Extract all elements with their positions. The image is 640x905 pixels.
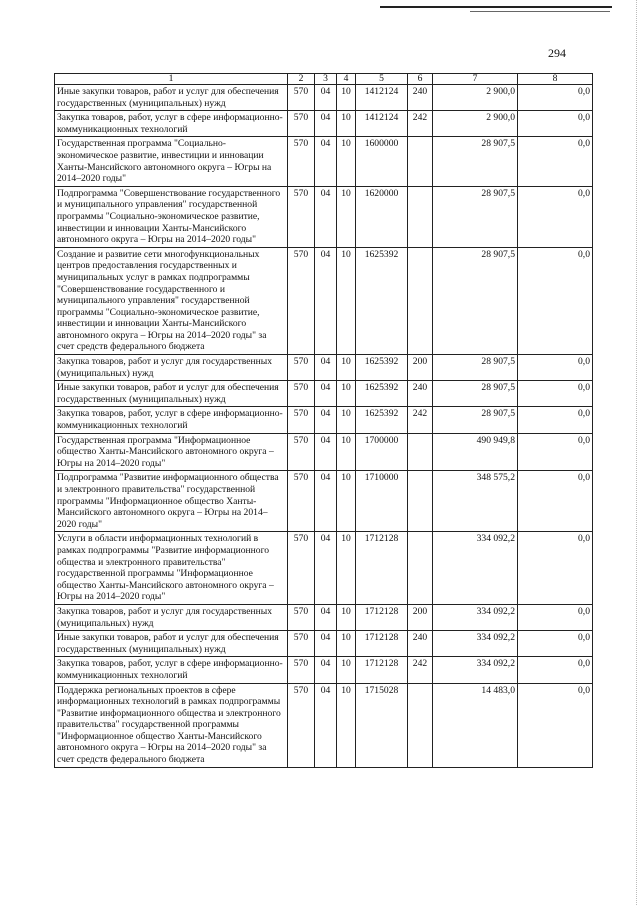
target-article-code: 1412124	[356, 85, 408, 111]
subsection-code: 10	[337, 657, 356, 683]
row-name: Иные закупки товаров, работ и услуг для обеспечения государственных (муниципальных) нужд	[55, 381, 288, 407]
gl-admin-code: 570	[288, 381, 315, 407]
row-name: Иные закупки товаров, работ и услуг для обеспечения государственных (муниципальных) нужд	[55, 631, 288, 657]
expense-type-code: 242	[408, 111, 433, 137]
gl-admin-code: 570	[288, 631, 315, 657]
subsection-code: 10	[337, 407, 356, 433]
subsection-code: 10	[337, 471, 356, 532]
federal-amount-value: 0,0	[518, 85, 593, 111]
federal-amount-value: 0,0	[518, 532, 593, 605]
row-name: Поддержка региональных проектов в сфере информационных технологий в рамках подпрограммы "Развитие информационного общества и электронного правительства" государственной программы "Информационное общество Ханты-Мансийского автономного округа – Югры на 2014–2020 годы" за счет средств федерального бюджета	[55, 683, 288, 767]
expense-type-code	[408, 532, 433, 605]
federal-amount-value: 0,0	[518, 433, 593, 471]
target-article-code: 1600000	[356, 137, 408, 186]
amount-value: 28 907,5	[433, 247, 518, 354]
expense-type-code: 200	[408, 355, 433, 381]
target-article-code: 1710000	[356, 471, 408, 532]
row-name: Закупка товаров, работ, услуг в сфере информационно-коммуникационных технологий	[55, 111, 288, 137]
federal-amount-value: 0,0	[518, 631, 593, 657]
subsection-code: 10	[337, 532, 356, 605]
section-code: 04	[315, 186, 337, 247]
target-article-code: 1625392	[356, 407, 408, 433]
federal-amount-value: 0,0	[518, 604, 593, 630]
column-header-8: 8	[518, 74, 593, 85]
expense-type-code	[408, 433, 433, 471]
table-row	[55, 532, 593, 605]
target-article-code: 1625392	[356, 355, 408, 381]
section-code: 04	[315, 683, 337, 767]
table-row	[55, 683, 593, 767]
gl-admin-code: 570	[288, 111, 315, 137]
subsection-code: 10	[337, 433, 356, 471]
expense-type-code: 200	[408, 604, 433, 630]
table-row	[55, 471, 593, 532]
gl-admin-code: 570	[288, 137, 315, 186]
table-header-row	[55, 74, 593, 85]
federal-amount-value: 0,0	[518, 355, 593, 381]
amount-value: 28 907,5	[433, 355, 518, 381]
subsection-code: 10	[337, 111, 356, 137]
section-code: 04	[315, 85, 337, 111]
gl-admin-code: 570	[288, 471, 315, 532]
subsection-code: 10	[337, 683, 356, 767]
subsection-code: 10	[337, 381, 356, 407]
federal-amount-value: 0,0	[518, 137, 593, 186]
section-code: 04	[315, 631, 337, 657]
scan-top-rule-secondary	[470, 11, 610, 12]
section-code: 04	[315, 247, 337, 354]
federal-amount-value: 0,0	[518, 186, 593, 247]
target-article-code: 1620000	[356, 186, 408, 247]
subsection-code: 10	[337, 85, 356, 111]
federal-amount-value: 0,0	[518, 247, 593, 354]
gl-admin-code: 570	[288, 683, 315, 767]
row-name: Подпрограмма "Развитие информационного общества и электронного правительства" государственной программы "Информационное общество Ханты-Мансийского автономного округа – Югры на 2014–2020 годы"	[55, 471, 288, 532]
section-code: 04	[315, 471, 337, 532]
subsection-code: 10	[337, 247, 356, 354]
target-article-code: 1715028	[356, 683, 408, 767]
row-name: Закупка товаров, работ и услуг для государственных (муниципальных) нужд	[55, 355, 288, 381]
amount-value: 28 907,5	[433, 407, 518, 433]
table-row	[55, 85, 593, 111]
scan-right-edge	[633, 0, 637, 905]
table-row	[55, 407, 593, 433]
page-number: 294	[548, 46, 566, 60]
expense-type-code	[408, 247, 433, 354]
table-row	[55, 433, 593, 471]
row-name: Государственная программа "Социально-экономическое развитие, инвестиции и инновации Ханты-Мансийского автономного округа – Югры на 2014–2020 годы"	[55, 137, 288, 186]
table-row	[55, 247, 593, 354]
amount-value: 28 907,5	[433, 137, 518, 186]
section-code: 04	[315, 604, 337, 630]
column-header-6: 6	[408, 74, 433, 85]
amount-value: 348 575,2	[433, 471, 518, 532]
table-row	[55, 186, 593, 247]
federal-amount-value: 0,0	[518, 471, 593, 532]
expense-type-code: 240	[408, 381, 433, 407]
gl-admin-code: 570	[288, 355, 315, 381]
amount-value: 334 092,2	[433, 604, 518, 630]
target-article-code: 1712128	[356, 631, 408, 657]
section-code: 04	[315, 355, 337, 381]
amount-value: 28 907,5	[433, 381, 518, 407]
subsection-code: 10	[337, 631, 356, 657]
amount-value: 334 092,2	[433, 532, 518, 605]
expense-type-code	[408, 683, 433, 767]
section-code: 04	[315, 657, 337, 683]
subsection-code: 10	[337, 137, 356, 186]
section-code: 04	[315, 407, 337, 433]
subsection-code: 10	[337, 186, 356, 247]
table-row	[55, 657, 593, 683]
target-article-code: 1412124	[356, 111, 408, 137]
federal-amount-value: 0,0	[518, 111, 593, 137]
gl-admin-code: 570	[288, 186, 315, 247]
table-row	[55, 604, 593, 630]
gl-admin-code: 570	[288, 85, 315, 111]
amount-value: 490 949,8	[433, 433, 518, 471]
gl-admin-code: 570	[288, 247, 315, 354]
section-code: 04	[315, 111, 337, 137]
target-article-code: 1700000	[356, 433, 408, 471]
table-body	[55, 85, 593, 768]
subsection-code: 10	[337, 355, 356, 381]
table-row	[55, 381, 593, 407]
expense-type-code	[408, 137, 433, 186]
scan-top-rule	[380, 6, 612, 8]
expense-type-code: 242	[408, 407, 433, 433]
federal-amount-value: 0,0	[518, 657, 593, 683]
target-article-code: 1625392	[356, 381, 408, 407]
row-name: Закупка товаров, работ, услуг в сфере информационно-коммуникационных технологий	[55, 657, 288, 683]
column-header-2: 2	[288, 74, 315, 85]
expense-type-code	[408, 186, 433, 247]
target-article-code: 1625392	[356, 247, 408, 354]
row-name: Закупка товаров, работ, услуг в сфере информационно-коммуникационных технологий	[55, 407, 288, 433]
amount-value: 28 907,5	[433, 186, 518, 247]
row-name: Государственная программа "Информационное общество Ханты-Мансийского автономного округа – Югры на 2014–2020 годы"	[55, 433, 288, 471]
gl-admin-code: 570	[288, 657, 315, 683]
section-code: 04	[315, 137, 337, 186]
row-name: Иные закупки товаров, работ и услуг для обеспечения государственных (муниципальных) нужд	[55, 85, 288, 111]
expense-type-code: 242	[408, 657, 433, 683]
amount-value: 2 900,0	[433, 111, 518, 137]
target-article-code: 1712128	[356, 657, 408, 683]
row-name: Закупка товаров, работ и услуг для государственных (муниципальных) нужд	[55, 604, 288, 630]
row-name: Подпрограмма "Совершенствование государственного и муниципального управления" государственной программы "Социально-экономическое развитие, инвестиции и инновации Ханты-Мансийского автономного округа – Югры на 2014–2020 годы"	[55, 186, 288, 247]
table-row	[55, 137, 593, 186]
gl-admin-code: 570	[288, 604, 315, 630]
subsection-code: 10	[337, 604, 356, 630]
expense-type-code: 240	[408, 85, 433, 111]
federal-amount-value: 0,0	[518, 683, 593, 767]
column-header-5: 5	[356, 74, 408, 85]
amount-value: 14 483,0	[433, 683, 518, 767]
expense-type-code	[408, 471, 433, 532]
column-header-1: 1	[55, 74, 288, 85]
budget-table	[54, 73, 593, 768]
column-header-7: 7	[433, 74, 518, 85]
table-row	[55, 355, 593, 381]
federal-amount-value: 0,0	[518, 407, 593, 433]
row-name: Услуги в области информационных технологий в рамках подпрограммы "Развитие информационного общества и электронного правительства" государственной программы "Информационное общество Ханты-Мансийского автономного округа – Югры на 2014–2020 годы"	[55, 532, 288, 605]
gl-admin-code: 570	[288, 532, 315, 605]
amount-value: 2 900,0	[433, 85, 518, 111]
section-code: 04	[315, 433, 337, 471]
row-name: Создание и развитие сети многофункциональных центров предоставления государственных и муниципальных услуг в рамках подпрограммы "Совершенствование государственного и муниципального управления" государственной программы "Социально-экономическое развитие, инвестиции и инновации Ханты-Мансийского автономного округа – Югры на 2014–2020 годы" за счет средств федерального бюджета	[55, 247, 288, 354]
section-code: 04	[315, 381, 337, 407]
amount-value: 334 092,2	[433, 657, 518, 683]
target-article-code: 1712128	[356, 604, 408, 630]
section-code: 04	[315, 532, 337, 605]
expense-type-code: 240	[408, 631, 433, 657]
table-row	[55, 111, 593, 137]
amount-value: 334 092,2	[433, 631, 518, 657]
column-header-3: 3	[315, 74, 337, 85]
table-row	[55, 631, 593, 657]
column-header-4: 4	[337, 74, 356, 85]
gl-admin-code: 570	[288, 433, 315, 471]
target-article-code: 1712128	[356, 532, 408, 605]
federal-amount-value: 0,0	[518, 381, 593, 407]
gl-admin-code: 570	[288, 407, 315, 433]
